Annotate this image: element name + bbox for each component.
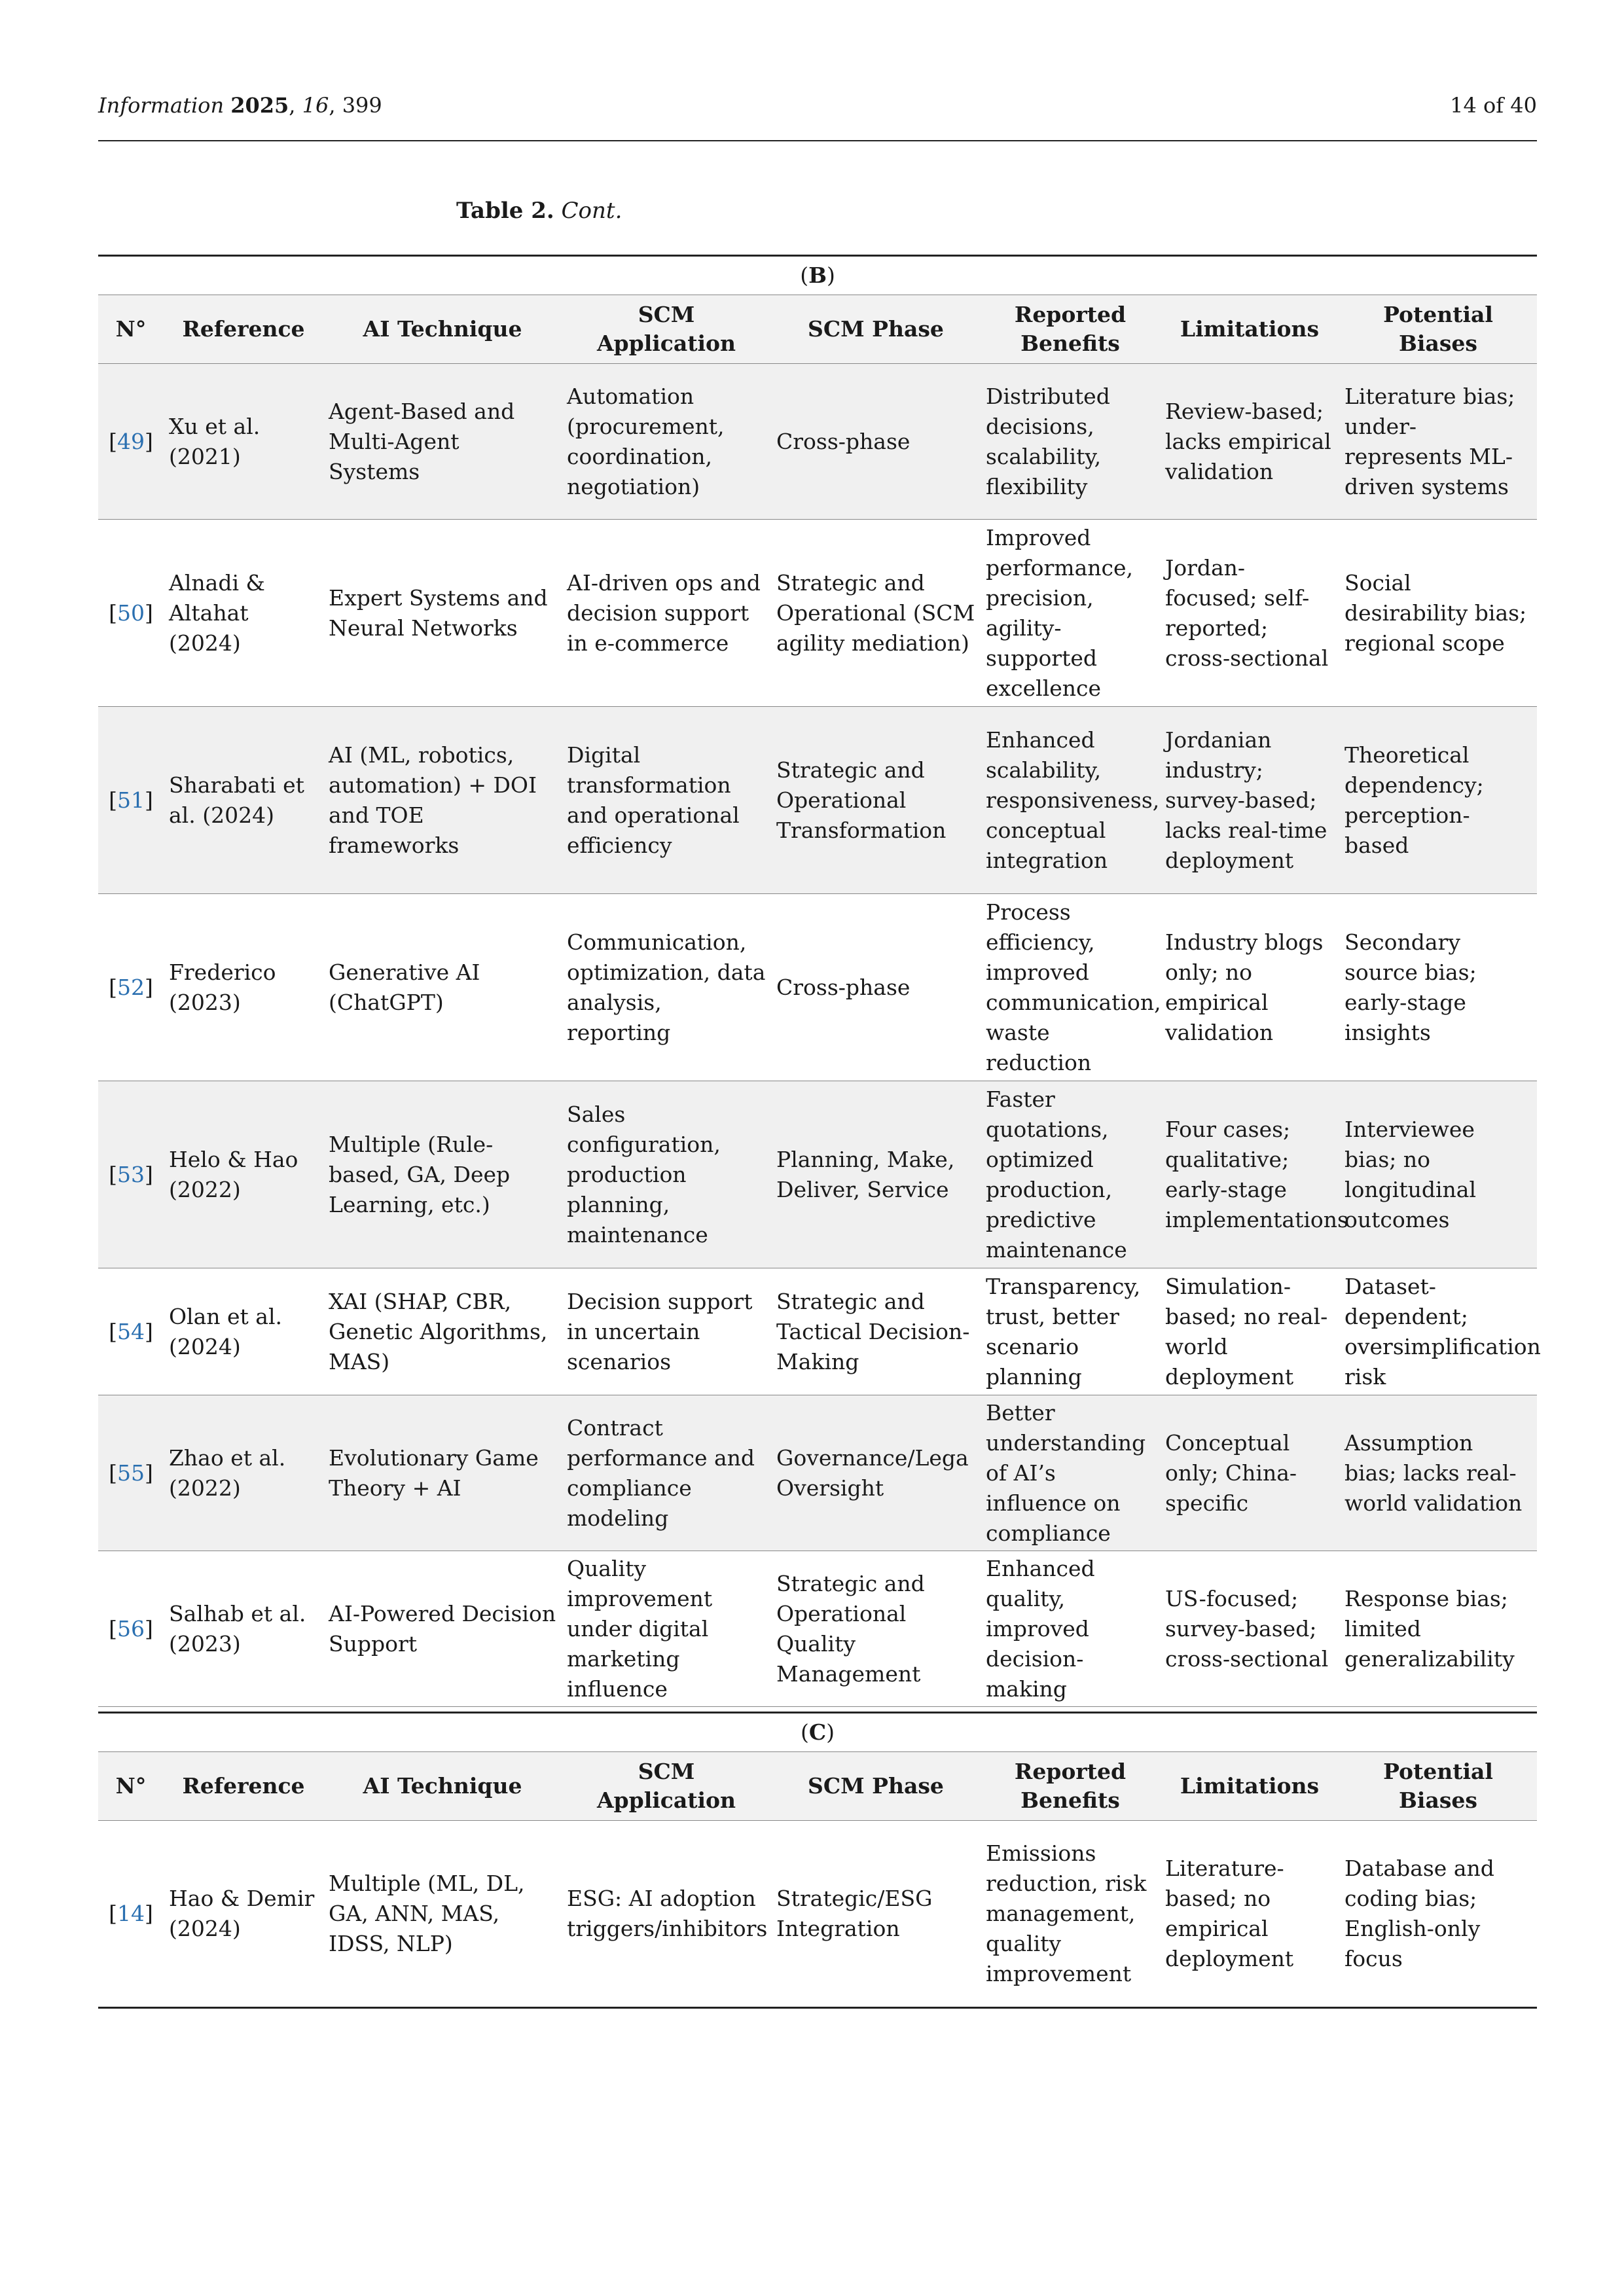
reference-cell: Olan et al. (2024) xyxy=(164,1268,323,1395)
scm-application-cell: ESG: AI adoption triggers/inhibitors xyxy=(562,1821,771,2008)
reference-cell: Frederico (2023) xyxy=(164,894,323,1081)
citation-link[interactable]: 49 xyxy=(117,428,145,454)
header-rule xyxy=(98,140,1537,141)
scm-application-cell: Decision support in uncertain scenarios xyxy=(562,1268,771,1395)
column-header: Reported Benefits xyxy=(981,295,1160,364)
ai-technique-cell: AI-Powered Decision Support xyxy=(323,1551,562,1707)
column-header: SCM Phase xyxy=(771,295,981,364)
section-label-cell: (C) xyxy=(98,1713,1537,1752)
citation-link[interactable]: 54 xyxy=(117,1318,145,1344)
potential-biases-cell: Interviewee bias; no longitudinal outcomes xyxy=(1339,1081,1537,1268)
reported-benefits-cell: Faster quotations, optimized production, predictive maintenance xyxy=(981,1081,1160,1268)
table-row xyxy=(98,894,1537,1081)
ref-number-cell: [14] xyxy=(98,1821,164,2008)
ref-number-cell: [53] xyxy=(98,1081,164,1268)
scm-application-cell: Communication, optimization, data analysis, reporting xyxy=(562,894,771,1081)
scm-application-cell: Automation (procurement, coordination, negotiation) xyxy=(562,364,771,520)
column-header: Potential Biases xyxy=(1339,1752,1537,1821)
potential-biases-cell: Assumption bias; lacks real-world validation xyxy=(1339,1395,1537,1551)
table-row xyxy=(98,520,1537,707)
column-header: N° xyxy=(98,295,164,364)
caption-label: Table 2. xyxy=(456,198,554,224)
column-header: Reference xyxy=(164,295,323,364)
table-row xyxy=(98,1395,1537,1551)
ref-number-cell: [55] xyxy=(98,1395,164,1551)
potential-biases-cell: Response bias; limited generalizability xyxy=(1339,1551,1537,1707)
limitations-cell: Review-based; lacks empirical validation xyxy=(1160,364,1339,520)
column-header: Limitations xyxy=(1160,295,1339,364)
scm-phase-cell: Cross-phase xyxy=(771,894,981,1081)
section-label-row xyxy=(98,1713,1537,1752)
scm-phase-cell: Governance/Lega Oversight xyxy=(771,1395,981,1551)
limitations-cell: Simulation-based; no real-world deployment xyxy=(1160,1268,1339,1395)
table-caption xyxy=(456,198,622,224)
table-row xyxy=(98,1551,1537,1707)
table-row xyxy=(98,1081,1537,1268)
caption-suffix: Cont. xyxy=(561,198,623,224)
table-header-row xyxy=(98,1752,1537,1821)
scm-phase-cell: Strategic and Tactical Decision-Making xyxy=(771,1268,981,1395)
potential-biases-cell: Social desirability bias; regional scope xyxy=(1339,520,1537,707)
limitations-cell: Conceptual only; China-specific xyxy=(1160,1395,1339,1551)
citation-link[interactable]: 52 xyxy=(117,974,145,1000)
citation-link[interactable]: 14 xyxy=(117,1901,145,1926)
scm-application-cell: Contract performance and compliance modeling xyxy=(562,1395,771,1551)
reported-benefits-cell: Transparency, trust, better scenario planning xyxy=(981,1268,1160,1395)
scm-application-cell: AI-driven ops and decision support in e-commerce xyxy=(562,520,771,707)
limitations-cell: US-focused; survey-based; cross-sectional xyxy=(1160,1551,1339,1707)
reported-benefits-cell: Process efficiency, improved communication, waste reduction xyxy=(981,894,1160,1081)
reference-cell: Salhab et al. (2023) xyxy=(164,1551,323,1707)
column-header: SCM Phase xyxy=(771,1752,981,1821)
scm-phase-cell: Planning, Make, Deliver, Service xyxy=(771,1081,981,1268)
scm-application-cell: Sales configuration, production planning, maintenance xyxy=(562,1081,771,1268)
potential-biases-cell: Theoretical dependency; perception-based xyxy=(1339,707,1537,894)
page-header xyxy=(98,93,1537,123)
journal-volume: 16 xyxy=(302,93,329,118)
potential-biases-cell: Dataset-dependent; oversimplification risk xyxy=(1339,1268,1537,1395)
citation-link[interactable]: 50 xyxy=(117,600,145,626)
ai-technique-cell: Multiple (ML, DL, GA, ANN, MAS, IDSS, NLP) xyxy=(323,1821,562,2008)
reference-cell: Sharabati et al. (2024) xyxy=(164,707,323,894)
section-label: C xyxy=(808,1719,827,1745)
column-header: N° xyxy=(98,1752,164,1821)
scm-phase-cell: Cross-phase xyxy=(771,364,981,520)
table-row xyxy=(98,1821,1537,2008)
scm-application-cell: Quality improvement under digital marketing influence xyxy=(562,1551,771,1707)
table-header-row xyxy=(98,295,1537,364)
table-row xyxy=(98,364,1537,520)
scm-phase-cell: Strategic and Operational Transformation xyxy=(771,707,981,894)
limitations-cell: Jordanian industry; survey-based; lacks real-time deployment xyxy=(1160,707,1339,894)
reported-benefits-cell: Distributed decisions, scalability, flexibility xyxy=(981,364,1160,520)
scm-phase-cell: Strategic and Operational Quality Management xyxy=(771,1551,981,1707)
reference-cell: Hao & Demir (2024) xyxy=(164,1821,323,2008)
article-number: 399 xyxy=(342,93,382,118)
reported-benefits-cell: Improved performance, precision, agility-supported excellence xyxy=(981,520,1160,707)
ref-number-cell: [54] xyxy=(98,1268,164,1395)
journal-citation: Information 2025, 16, 399 xyxy=(98,93,382,118)
scm-phase-cell: Strategic and Operational (SCM agility mediation) xyxy=(771,520,981,707)
table-row xyxy=(98,1268,1537,1395)
reported-benefits-cell: Enhanced scalability, responsiveness, conceptual integration xyxy=(981,707,1160,894)
reference-cell: Alnadi & Altahat (2024) xyxy=(164,520,323,707)
section-label: B xyxy=(808,262,827,288)
potential-biases-cell: Literature bias; under-represents ML-driven systems xyxy=(1339,364,1537,520)
column-header: Reported Benefits xyxy=(981,1752,1160,1821)
ref-number-cell: [52] xyxy=(98,894,164,1081)
section-label-row xyxy=(98,256,1537,295)
limitations-cell: Jordan-focused; self-reported; cross-sectional xyxy=(1160,520,1339,707)
reported-benefits-cell: Enhanced quality, improved decision-making xyxy=(981,1551,1160,1707)
column-header: Reference xyxy=(164,1752,323,1821)
ai-technique-cell: Agent-Based and Multi-Agent Systems xyxy=(323,364,562,520)
table-section-c xyxy=(98,1712,1537,2009)
reported-benefits-cell: Emissions reduction, risk management, quality improvement xyxy=(981,1821,1160,2008)
column-header: Limitations xyxy=(1160,1752,1339,1821)
potential-biases-cell: Database and coding bias; English-only focus xyxy=(1339,1821,1537,2008)
citation-link[interactable]: 56 xyxy=(117,1615,145,1641)
ai-technique-cell: XAI (SHAP, CBR, Genetic Algorithms, MAS) xyxy=(323,1268,562,1395)
potential-biases-cell: Secondary source bias; early-stage insights xyxy=(1339,894,1537,1081)
table-section-b xyxy=(98,255,1541,1707)
scm-application-cell: Digital transformation and operational efficiency xyxy=(562,707,771,894)
reported-benefits-cell: Better understanding of AI’s influence on compliance xyxy=(981,1395,1160,1551)
table-row xyxy=(98,707,1537,894)
ref-number-cell: [50] xyxy=(98,520,164,707)
journal-year: 2025 xyxy=(230,93,289,118)
limitations-cell: Literature-based; no empirical deployment xyxy=(1160,1821,1339,2008)
page-number: 14 of 40 xyxy=(1450,93,1537,118)
reference-cell: Zhao et al. (2022) xyxy=(164,1395,323,1551)
section-label-cell: (B) xyxy=(98,256,1537,295)
ai-technique-cell: Expert Systems and Neural Networks xyxy=(323,520,562,707)
ai-technique-cell: Multiple (Rule-based, GA, Deep Learning, etc.) xyxy=(323,1081,562,1268)
ref-number-cell: [49] xyxy=(98,364,164,520)
limitations-cell: Four cases; qualitative; early-stage implementations xyxy=(1160,1081,1339,1268)
column-header: AI Technique xyxy=(323,1752,562,1821)
ref-number-cell: [51] xyxy=(98,707,164,894)
journal-name: Information xyxy=(98,93,225,118)
ai-technique-cell: Generative AI (ChatGPT) xyxy=(323,894,562,1081)
scm-phase-cell: Strategic/ESG Integration xyxy=(771,1821,981,2008)
reference-cell: Xu et al. (2021) xyxy=(164,364,323,520)
reference-cell: Helo & Hao (2022) xyxy=(164,1081,323,1268)
citation-link[interactable]: 53 xyxy=(117,1161,145,1187)
citation-link[interactable]: 51 xyxy=(117,787,145,813)
column-header: AI Technique xyxy=(323,295,562,364)
column-header: SCM Application xyxy=(562,1752,771,1821)
column-header: SCM Application xyxy=(562,295,771,364)
limitations-cell: Industry blogs only; no empirical validation xyxy=(1160,894,1339,1081)
citation-link[interactable]: 55 xyxy=(117,1460,145,1486)
column-header: Potential Biases xyxy=(1339,295,1537,364)
ref-number-cell: [56] xyxy=(98,1551,164,1707)
ai-technique-cell: Evolutionary Game Theory + AI xyxy=(323,1395,562,1551)
ai-technique-cell: AI (ML, robotics, automation) + DOI and TOE frameworks xyxy=(323,707,562,894)
